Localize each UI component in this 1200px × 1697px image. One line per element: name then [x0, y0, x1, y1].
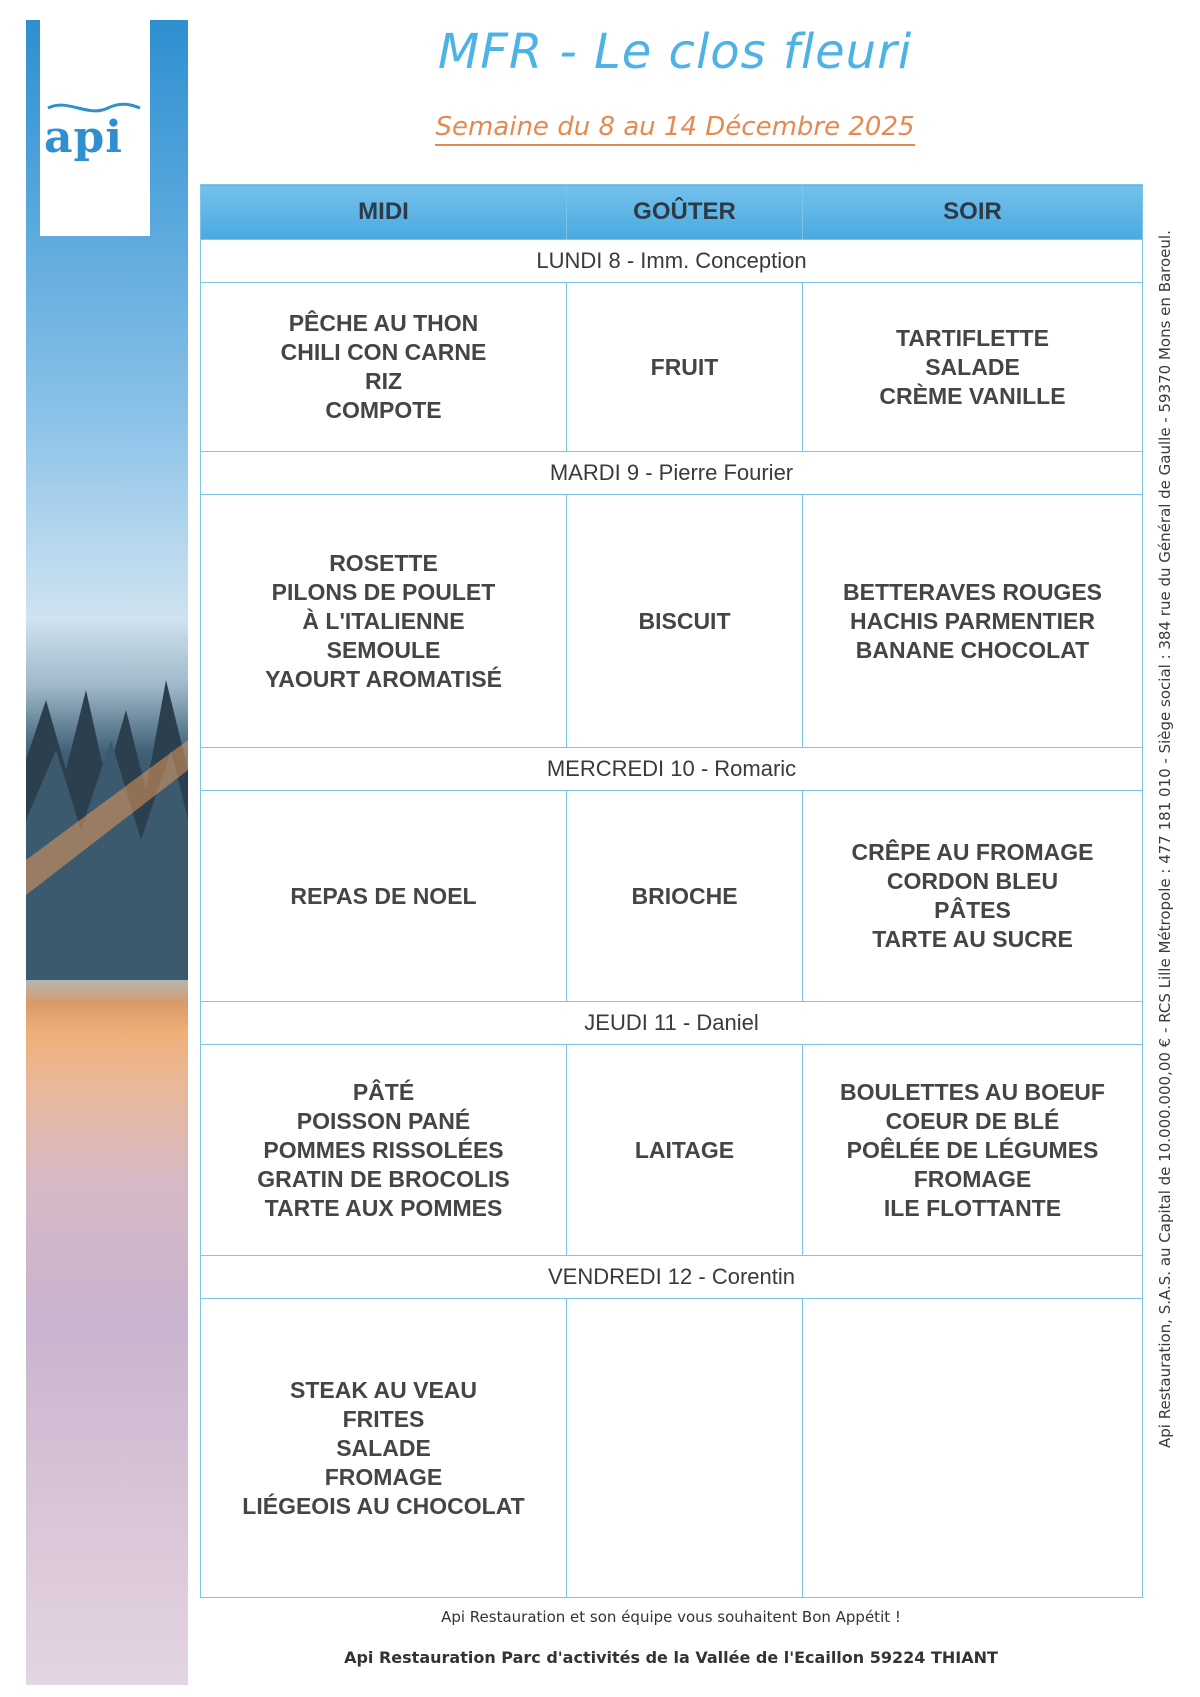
dish-item: À L'ITALIENNE	[302, 607, 465, 634]
meal-cell-midi	[201, 791, 567, 1002]
dish-item: BOULETTES AU BOEUF	[840, 1078, 1105, 1105]
meal-cell-gouter	[567, 1045, 803, 1256]
day-row	[201, 1002, 1143, 1045]
dish-item: COEUR DE BLÉ	[885, 1107, 1060, 1134]
day-label: LUNDI 8 - Imm. Conception	[201, 240, 1143, 283]
week-subtitle	[200, 112, 1150, 142]
day-row	[201, 1256, 1143, 1299]
dish-item: SEMOULE	[326, 636, 441, 663]
dish-item: RIZ	[364, 368, 403, 394]
dish-item: BISCUIT	[638, 607, 731, 634]
day-label: MERCREDI 10 - Romaric	[201, 748, 1143, 791]
dish-item: ILE FLOTTANTE	[883, 1194, 1062, 1221]
dish-item: FROMAGE	[324, 1463, 443, 1490]
meal-cell-midi	[201, 1045, 567, 1256]
column-header-row	[201, 185, 1143, 240]
legal-note: Api Restauration, S.A.S. au Capital de 10.000.000,00 € - RCS Lille Métropole : 477 181 010 - Siège social : 384 rue du Général de Gaulle - 59370 Mons en Baroeul.	[1156, 230, 1174, 1448]
meal-row	[201, 1299, 1143, 1598]
dish-item: CORDON BLEU	[886, 868, 1059, 894]
dish-item: TARTIFLETTE	[896, 324, 1049, 351]
dish-item: REPAS DE NOEL	[290, 882, 477, 909]
snowy-trees-illustration	[26, 680, 188, 980]
dish-item: PÊCHE AU THON	[288, 310, 479, 336]
dish-item: POISSON PANÉ	[296, 1107, 471, 1134]
dish-item: LIÉGEOIS AU CHOCOLAT	[242, 1492, 525, 1519]
meal-cell-gouter	[567, 791, 803, 1002]
column-header-gouter: GOÛTER	[567, 185, 803, 240]
meal-cell-gouter	[567, 283, 803, 452]
dish-item: BANANE CHOCOLAT	[855, 636, 1090, 663]
decorative-band	[26, 20, 188, 1685]
dish-item: TARTE AU SUCRE	[872, 926, 1073, 952]
meal-cell-soir	[803, 791, 1143, 1002]
meal-row	[201, 1045, 1143, 1256]
dish-item: POMMES RISSOLÉES	[263, 1136, 504, 1163]
page-title: MFR - Le clos fleuri	[437, 24, 913, 80]
menu-table	[200, 184, 1143, 1598]
dish-item: LAITAGE	[634, 1136, 735, 1163]
meal-cell-soir	[803, 1045, 1143, 1256]
column-header-soir: SOIR	[803, 185, 1143, 240]
dish-item: PÂTÉ	[352, 1078, 415, 1105]
meal-cell-gouter	[567, 495, 803, 748]
dish-item: FRUIT	[650, 353, 719, 380]
meal-cell-soir	[803, 283, 1143, 452]
dish-item: GRATIN DE BROCOLIS	[257, 1165, 510, 1192]
dish-item: PÂTES	[934, 897, 1011, 923]
meal-cell-midi	[201, 283, 567, 452]
meal-cell-gouter	[567, 1299, 803, 1598]
column-header-midi: MIDI	[201, 185, 567, 240]
dish-item: SALADE	[336, 1434, 431, 1461]
logo: api	[44, 112, 123, 163]
dish-item: STEAK AU VEAU	[290, 1376, 477, 1403]
dish-item: FRITES	[342, 1405, 425, 1432]
dish-item: CHILI CON CARNE	[280, 339, 487, 365]
dish-item: COMPOTE	[325, 397, 442, 423]
day-row	[201, 452, 1143, 495]
day-row	[201, 240, 1143, 283]
footer-message: Api Restauration et son équipe vous souhaitent Bon Appétit !	[441, 1608, 901, 1626]
meal-row	[201, 791, 1143, 1002]
footer-address: Api Restauration Parc d'activités de la Vallée de l'Ecaillon 59224 THIANT	[344, 1648, 998, 1667]
meal-cell-midi	[201, 1299, 567, 1598]
meal-row	[201, 283, 1143, 452]
dish-item: HACHIS PARMENTIER	[850, 607, 1095, 634]
dish-item: BRIOCHE	[631, 882, 738, 909]
day-label: VENDREDI 12 - Corentin	[201, 1256, 1143, 1299]
dish-item: TARTE AUX POMMES	[264, 1194, 503, 1221]
dish-item: SALADE	[925, 353, 1020, 380]
meal-cell-soir	[803, 1299, 1143, 1598]
meal-row	[201, 495, 1143, 748]
week-subtitle-text: Semaine du 8 au 14 Décembre 2025	[435, 112, 914, 146]
meal-cell-midi	[201, 495, 567, 748]
day-row	[201, 748, 1143, 791]
day-label: MARDI 9 - Pierre Fourier	[201, 452, 1143, 495]
dish-item: CRÈME VANILLE	[879, 382, 1066, 409]
dish-item: POÊLÉE DE LÉGUMES	[846, 1136, 1099, 1163]
dish-item: ROSETTE	[329, 549, 438, 576]
dish-item: FROMAGE	[913, 1165, 1032, 1192]
dish-item: BETTERAVES ROUGES	[843, 578, 1102, 605]
day-label: JEUDI 11 - Daniel	[201, 1002, 1143, 1045]
dish-item: YAOURT AROMATISÉ	[265, 665, 502, 692]
dish-item: CRÊPE AU FROMAGE	[851, 839, 1094, 865]
meal-cell-soir	[803, 495, 1143, 748]
dish-item: PILONS DE POULET	[271, 578, 496, 605]
